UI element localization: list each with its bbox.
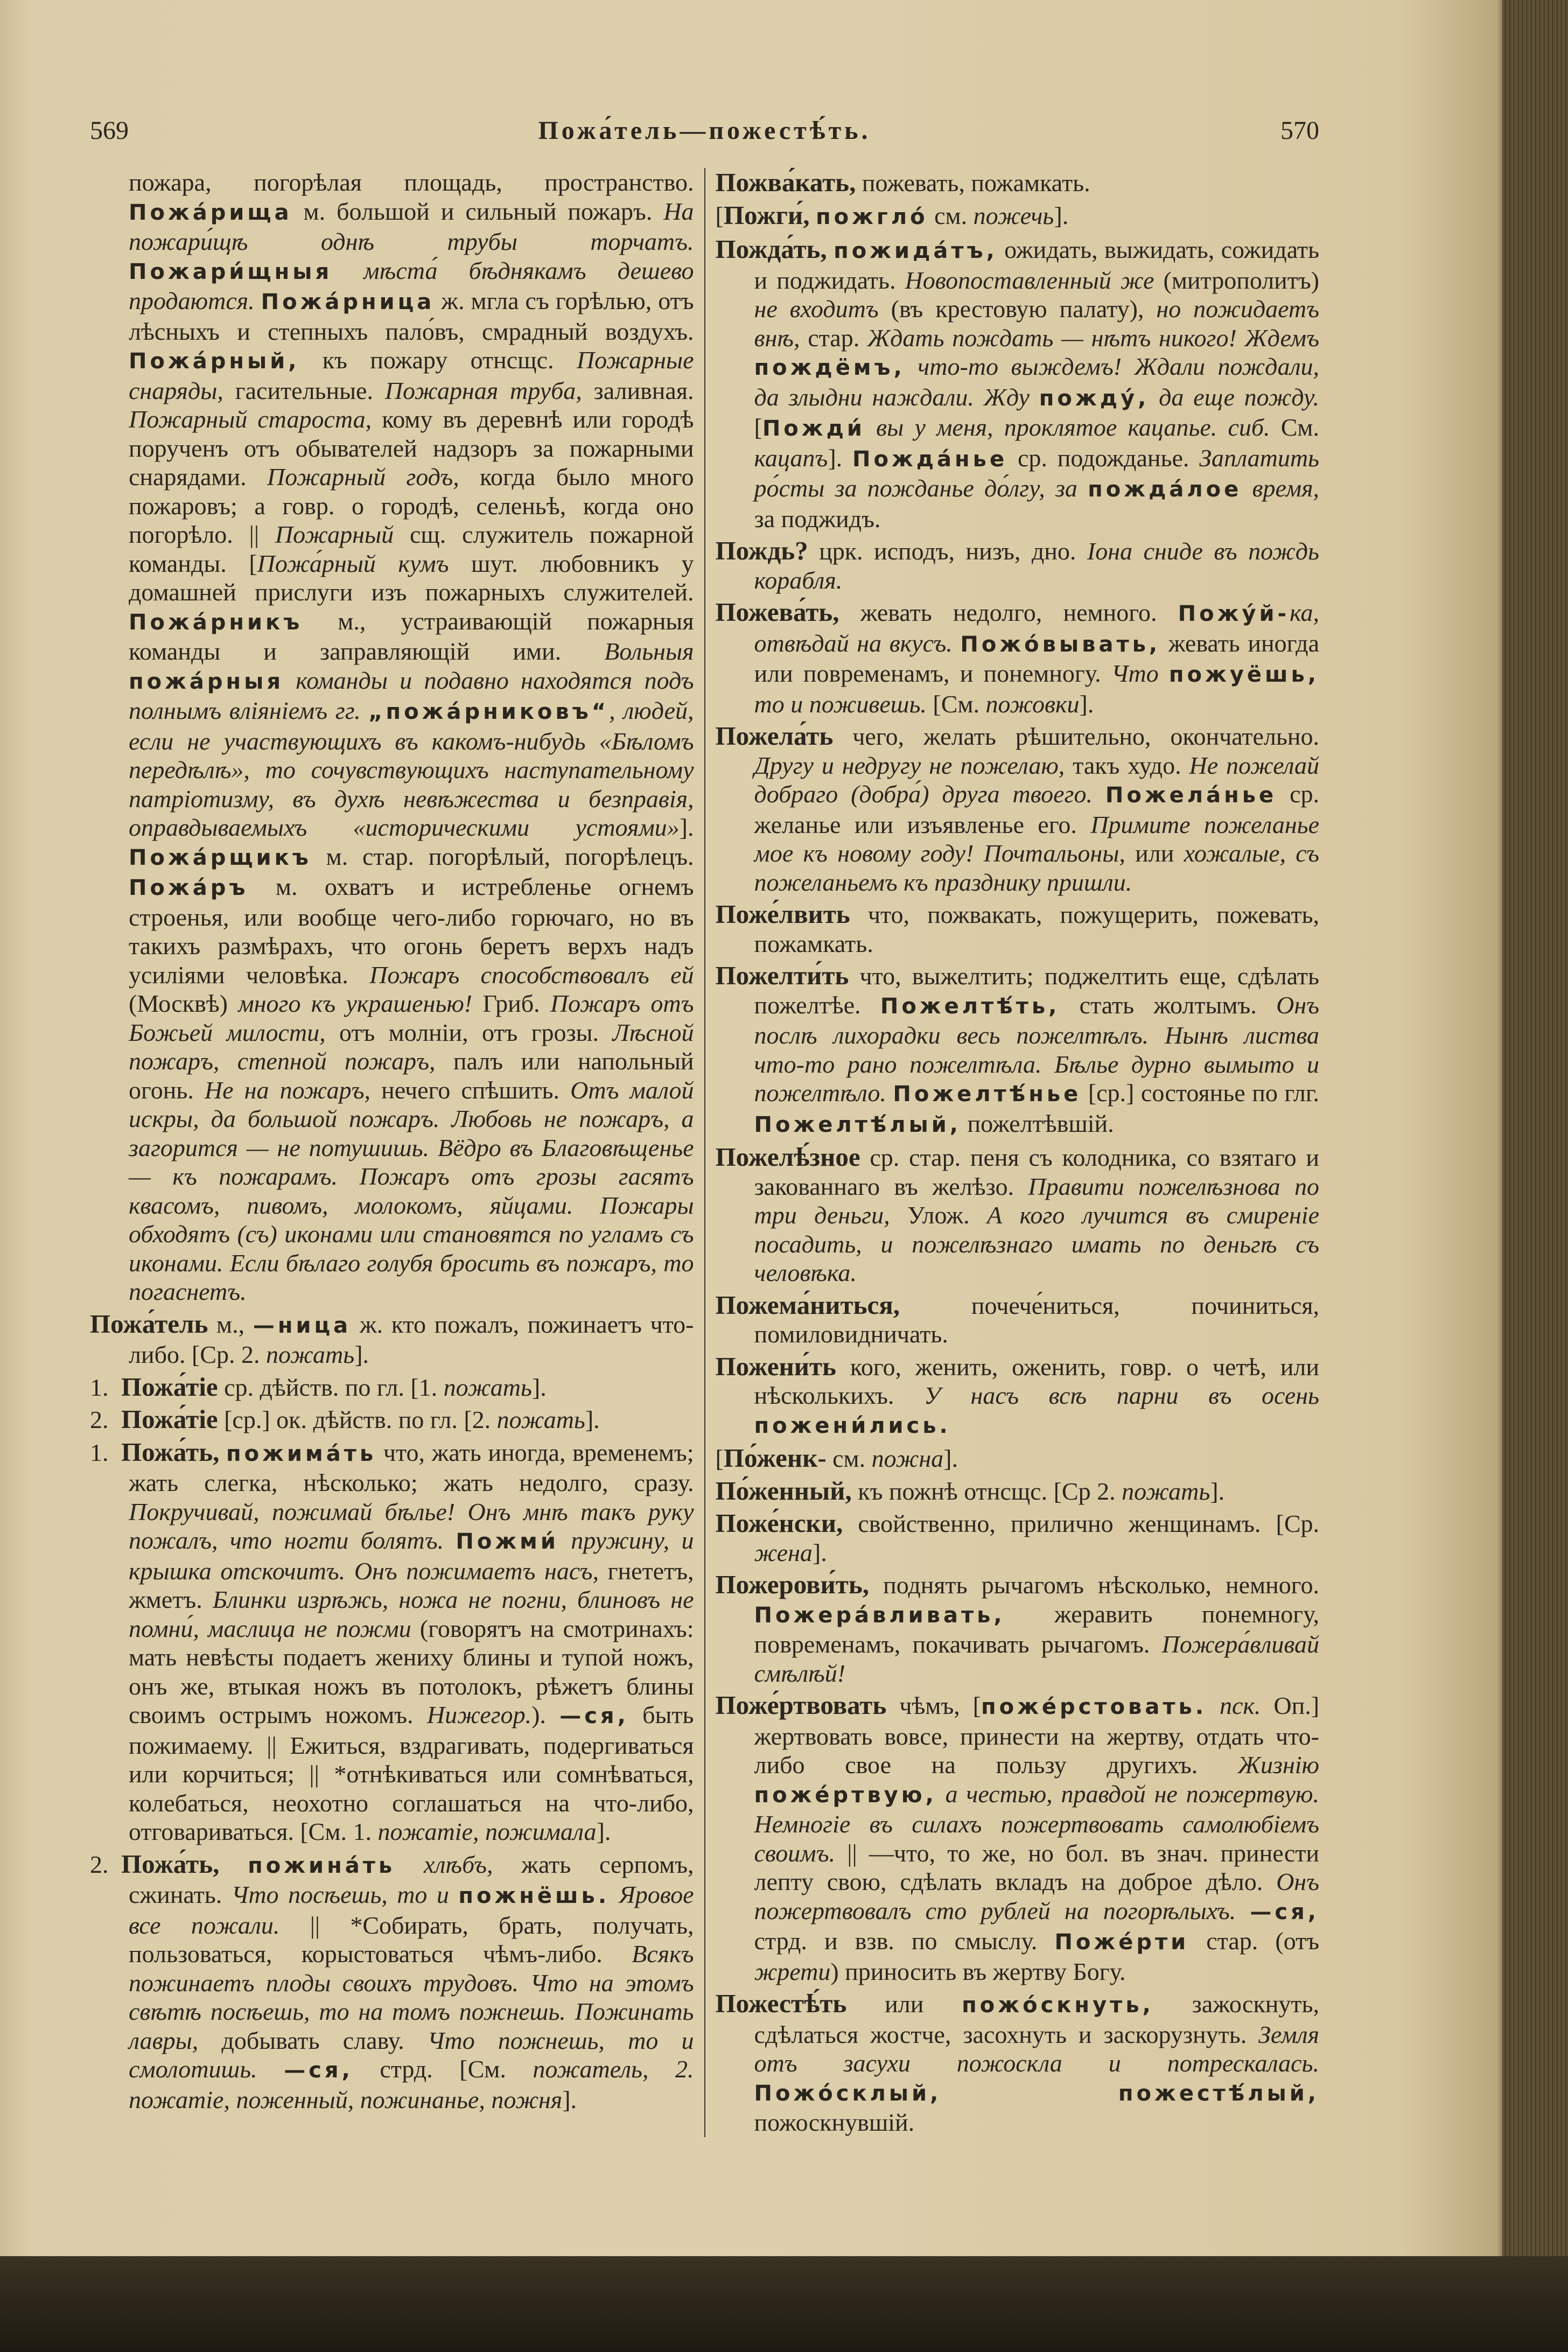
definition-text: црк. исподъ, низъ, дно. xyxy=(808,537,1087,565)
spaced-bold-term: —ся, xyxy=(1250,1899,1319,1924)
italic-example: Яровое все пожали. xyxy=(129,1881,694,1939)
italic-example: Пожарный xyxy=(275,521,394,548)
definition-text: ]. xyxy=(943,1445,958,1472)
headword: Пожги́, xyxy=(723,200,810,230)
spaced-bold-term: Пожу́й- xyxy=(1178,601,1290,626)
headword: Пожени́ть xyxy=(715,1351,836,1381)
definition-text: къ пожару отнсщс. xyxy=(299,346,577,374)
headword: Пожа́тіе xyxy=(121,1404,218,1434)
italic-example: Пожарная труба, xyxy=(384,376,582,404)
headword: Пожа́ть, xyxy=(121,1437,220,1467)
definition-text: отъ молніи, отъ грозы. xyxy=(325,1018,613,1046)
definition-text: нечего спѣшить. xyxy=(370,1076,571,1104)
italic-example: Блинки изрѣжь, ножа не погни, блиновъ не помни́, маслица не пожми xyxy=(129,1586,694,1642)
dictionary-entry xyxy=(716,1476,1320,1506)
entry-number: 2. xyxy=(90,1406,109,1433)
dictionary-entry xyxy=(716,1570,1320,1688)
spaced-bold-term: Пожа́рщикъ xyxy=(129,845,312,870)
headword: Пожда́ть, xyxy=(715,234,827,264)
dictionary-entry xyxy=(716,1989,1320,2137)
definition-text: ]. xyxy=(1079,690,1094,718)
definition-text: стар. xyxy=(800,324,867,352)
definition-text: почече́ниться, починиться, помиловидничать. xyxy=(754,1291,1319,1348)
definition-text xyxy=(886,1079,893,1107)
definition-text: ж. кто пожалъ, пожинаетъ что-либо. [Ср. 2. xyxy=(129,1310,694,1368)
italic-example: мѣста́ бѣднякамъ дешево продаются. xyxy=(129,256,694,314)
dictionary-entry xyxy=(716,961,1320,1139)
headword: Поже́ртвовать xyxy=(715,1690,887,1720)
definition-text: шут. любовникъ у домашней прислуги изъ пожарныхъ служителей. xyxy=(129,549,694,606)
definition-text: или xyxy=(846,1990,962,2018)
italic-example: Пожарный годъ, xyxy=(267,463,459,491)
italic-example: много къ украшенью! xyxy=(238,990,473,1017)
definition-text xyxy=(827,236,834,263)
italic-example: пожать xyxy=(496,1406,585,1433)
definition-text: такъ худо. xyxy=(1065,751,1189,779)
spaced-bold-term: Пожа́рница xyxy=(261,290,435,314)
headword: Пожева́ть, xyxy=(715,597,839,627)
italic-example: Всякъ пожинаетъ плоды своихъ трудовъ. Что на этомъ свѣтѣ посѣешь, то на томъ пожнешь. Пожинать лавры, xyxy=(129,1940,694,2054)
italic-example: пожать xyxy=(265,1341,355,1368)
dictionary-entry xyxy=(716,1691,1320,1986)
definition-text: ср. дѣйств. по гл. [1. xyxy=(218,1373,444,1401)
definition-text: Гриб. xyxy=(472,990,550,1017)
spaced-bold-term: Пожда́нье xyxy=(852,446,1008,472)
definition-text: ]. xyxy=(828,444,852,472)
definition-text: добывать славу. xyxy=(198,2026,428,2054)
definition-text: къ пожнѣ отнсщс. [Ср 2. xyxy=(851,1477,1122,1505)
dictionary-entry xyxy=(716,1291,1320,1349)
italic-example: команды и подавно находятся подъ полнымъ вліяніемъ гг. xyxy=(129,666,694,724)
spaced-bold-term: Пожо́склый, пожестѣ́лый, xyxy=(754,2081,1319,2106)
spaced-bold-term: Пожелтѣ́ть, xyxy=(880,993,1060,1019)
dictionary-entry xyxy=(716,722,1320,897)
dictionary-entry xyxy=(90,1373,694,1402)
italic-example: Лѣсной пожаръ, степной пожаръ, xyxy=(129,1018,694,1075)
italic-example: то и поживешь. xyxy=(754,690,927,718)
definition-text: ]. xyxy=(562,2085,577,2113)
definition-text: Оп.] жертвовать вовсе, принести на жертву, отдать что-либо свое на пользу другихъ. xyxy=(754,1692,1320,1779)
headword: Пожа́ть, xyxy=(121,1849,220,1879)
definition-text: ]. xyxy=(812,1538,827,1566)
definition-text: стрд. и взв. по смыслу. xyxy=(754,1927,1055,1955)
entry-number: 2. xyxy=(90,1850,109,1878)
italic-example: Пожаръ способствовалъ ей xyxy=(369,961,694,989)
definition-text: жевать иногда или повременамъ, и понемногу. xyxy=(754,629,1319,687)
headword: По́женк- xyxy=(723,1443,827,1473)
entry-number: 1. xyxy=(90,1373,109,1401)
spaced-bold-term: Пожера́вливать, xyxy=(754,1602,1005,1628)
book-page-edges xyxy=(1502,0,1568,2352)
dictionary-entry xyxy=(716,201,1320,232)
definition-text: зажоскнуть, сдѣлаться жостче, засохнуть и заскорузнуть. xyxy=(754,1990,1319,2048)
definition-text: || *Собирать, брать, получать, пользоваться, корыстоваться чѣмъ-либо. xyxy=(129,1911,694,1968)
spaced-bold-term: Пожа́рища xyxy=(129,200,292,225)
dictionary-entry xyxy=(716,235,1320,533)
definition-text: ]. xyxy=(1054,201,1069,229)
definition-text: ) приносить въ жертву Богу. xyxy=(830,1957,1126,1985)
definition-text: что, выжелтить; поджелтить еще, сдѣлать пожелтѣе. xyxy=(754,962,1319,1019)
headword: Пожа́тель xyxy=(90,1308,208,1339)
dictionary-entry xyxy=(716,1352,1320,1441)
italic-example: пожна xyxy=(871,1445,944,1472)
dictionary-entry xyxy=(716,1444,1320,1473)
definition-text xyxy=(1207,1692,1220,1719)
definition-text: быть пожимаему. || Ежиться, вздрагивать, подергиваться или корчиться; || *отнѣкиваться или сомнѣваться, колебаться, неохотно соглашаться на что-либо, отговариваться. [См. 1. xyxy=(129,1701,694,1845)
definition-text: Улож. xyxy=(890,1201,988,1229)
italic-example: пожовки xyxy=(985,690,1080,718)
italic-example: Новопоставленный же xyxy=(905,266,1154,294)
definition-text: (въ крестовую палату), xyxy=(878,295,1157,323)
spaced-bold-term: Пожела́нье xyxy=(1105,783,1277,808)
spaced-bold-term: —ся, xyxy=(559,1704,629,1728)
italic-example: жрети xyxy=(754,1957,831,1985)
definition-text xyxy=(219,1851,248,1878)
definition-text: стар. (отъ xyxy=(1189,1927,1319,1955)
definition-text: (Москвѣ) xyxy=(129,990,239,1017)
definition-text: м. стар. погорѣлый, погорѣлецъ. xyxy=(311,842,694,870)
definition-text xyxy=(219,1439,226,1466)
definition-text: пожелтѣвшій. xyxy=(961,1109,1114,1137)
dictionary-entry xyxy=(716,1143,1320,1287)
italic-example: хлѣбъ, xyxy=(423,1850,493,1878)
definition-text: жеравить понемногу, повременамъ, покачивать рычагомъ. xyxy=(754,1600,1319,1658)
definition-text: ср. желанье или изъявленье его. xyxy=(754,780,1319,838)
italic-example: Другу и недругу не пожелаю, xyxy=(754,751,1065,779)
definition-text: поднять рычагомъ нѣсколько, немного. xyxy=(869,1571,1319,1599)
italic-example: Что xyxy=(1111,660,1169,687)
spaced-bold-term: —ница xyxy=(253,1313,352,1338)
spaced-bold-term: пожима́ть xyxy=(226,1441,377,1466)
italic-example: , людей, если не участвующихъ въ какомъ-нибудь «Бѣломъ передѣлѣ», то сочувствующихъ наступательному патріотизму, въ духѣ невѣжества и безправія, оправдываемыхъ «историческими устоями» xyxy=(129,697,694,841)
spaced-bold-term: Пожа́рникъ xyxy=(129,610,303,635)
spaced-bold-term: Поже́рти xyxy=(1054,1930,1189,1955)
definition-text: м., устраивающій пожарныя команды и заправляющій ими. xyxy=(129,607,694,665)
definition-text: стрд. [См. xyxy=(353,2055,533,2083)
definition-text xyxy=(257,2055,284,2083)
definition-text: [См. xyxy=(926,690,986,718)
italic-example: а честью, правдой не пожертвую. Немногіе въ силахъ пожертвовать самолюбіемъ своимъ. xyxy=(754,1780,1319,1867)
definition-text: заливная. xyxy=(582,376,694,404)
italic-example: Что пожнешь, то и смолотишь. xyxy=(129,2026,694,2083)
spaced-bold-term: Пожо́вывать, xyxy=(960,632,1161,657)
italic-example: Пожарные снаряды, xyxy=(129,346,694,404)
entry-number: 1. xyxy=(90,1438,109,1466)
spaced-bold-term: поже́ртвую, xyxy=(754,1782,937,1808)
italic-example: Что посѣешь, то и xyxy=(231,1881,459,1908)
definition-text: м., xyxy=(208,1310,253,1338)
spaced-bold-term: „пожа́рниковъ“ xyxy=(368,699,610,724)
dictionary-entry xyxy=(716,900,1320,958)
italic-example: Пожера́вливай смѣлѣй! xyxy=(754,1630,1319,1687)
italic-example: но пожидаетъ внѣ, xyxy=(754,295,1320,352)
definition-text xyxy=(395,1851,424,1878)
definition-text: [ xyxy=(715,1445,724,1472)
italic-example: Онъ послѣ лихорадки весь пожелтѣлъ. Нынѣ листва что-то рано пожелтѣла. Бѣлье дурно вымыто и пожелтѣло. xyxy=(754,991,1320,1107)
spaced-bold-term: пожду́, xyxy=(1039,386,1150,411)
definition-text: что, жать иногда, временемъ; жать слегка, нѣсколько; жать недолго, сразу. xyxy=(129,1438,694,1496)
spaced-bold-term: пожина́ть xyxy=(248,1853,396,1878)
italic-example: кацапъ xyxy=(754,444,828,472)
italic-example: Отъ малой искры, да большой пожаръ. Любовь не пожаръ, а загорится — не потушишь. Вёдро въ Благовѣщенье — къ пожарамъ. Пожаръ отъ грозы гасятъ квасомъ, пивомъ, молокомъ, яйцами. Пожары обходятъ (съ) иконами или становятся по угламъ съ иконами. Если бѣлаго голубя бросить въ пожаръ, то погаснетъ. xyxy=(129,1076,694,1305)
definition-text: || —что, то же, но бол. въ знач. принести лепту свою, сдѣлать вкладъ на доброе дѣло. xyxy=(754,1839,1319,1895)
italic-example: Жизнію xyxy=(1237,1751,1319,1779)
definition-text: ). xyxy=(531,1701,560,1728)
italic-example: Нижегор. xyxy=(426,1701,532,1728)
definition-text: гнететъ, жметъ. xyxy=(129,1557,694,1613)
headword: Пожелѣ́зное xyxy=(715,1142,860,1172)
definition-text: ]. xyxy=(585,1406,600,1433)
definition-text: (говорятъ на смотринахъ: мать невѣсты подаетъ жениху блины и тупой ножъ, онъ же, втыкая ножъ въ потолокъ, рѣжетъ блины своимъ острымъ ножомъ. xyxy=(129,1614,694,1728)
spaced-bold-term: пожида́тъ, xyxy=(834,239,998,263)
dictionary-entry xyxy=(90,1850,694,2115)
dictionary-entry xyxy=(716,1509,1320,1567)
definition-text xyxy=(1093,780,1105,808)
spaced-bold-term: Пожелтѣ́нье xyxy=(893,1082,1082,1107)
italic-example: Пожарный староста, xyxy=(129,405,372,433)
definition-text: сщ. служитель пожарной команды. [ xyxy=(129,521,694,577)
definition-text xyxy=(1236,1897,1250,1924)
definition-text: стать жолтымъ. xyxy=(1060,991,1277,1019)
definition-text: [ xyxy=(715,201,724,229)
dictionary-entry xyxy=(716,168,1320,198)
definition-text: или xyxy=(1125,839,1184,867)
italic-example: пск. xyxy=(1219,1692,1261,1719)
definition-text: см. xyxy=(826,1445,872,1472)
definition-text: ]. xyxy=(354,1341,369,1368)
spaced-bold-term: —ся, xyxy=(284,2058,353,2083)
spaced-bold-term: пожо́скнуть, xyxy=(962,1993,1154,2018)
dictionary-entry xyxy=(90,1438,694,1846)
definition-text xyxy=(953,629,961,657)
headword: Пожерови́ть, xyxy=(715,1570,869,1599)
spaced-bold-term: Пожелтѣ́лый, xyxy=(754,1112,961,1137)
definition-text: м. охватъ и истребленье огнемъ строенья, или вообще чего-либо горючаго, но въ такихъ размѣрахъ, что огонь беретъ верхъ надъ усиліями человѣка. xyxy=(129,873,694,989)
headword: Пожелти́ть xyxy=(715,961,849,990)
italic-example: На пожари́щѣ однѣ трубы торчатъ. xyxy=(129,197,694,255)
italic-example: Земля отъ засухи пожоскла и потрескалась. xyxy=(754,2020,1319,2077)
italic-example: время, xyxy=(1242,474,1319,502)
italic-example: Примите пожеланье мое къ новому году! Почтальоны, xyxy=(754,810,1320,867)
italic-example: Пожаръ отъ Божьей милости, xyxy=(129,990,694,1046)
spaced-bold-term: пожгло́ xyxy=(816,204,928,229)
italic-example: Не пожелай добраго (добра́) друга твоего. xyxy=(754,751,1319,808)
spaced-bold-term: Пожари́щныя xyxy=(129,259,333,284)
definition-text: ср. подожданье. xyxy=(1007,444,1200,472)
italic-example: У насъ всѣ парни въ осень xyxy=(923,1382,1319,1409)
spaced-bold-term: пождёмъ, xyxy=(754,355,905,380)
dictionary-columns xyxy=(90,168,1319,2137)
italic-example: вы у меня, проклятое кацапье. сиб. xyxy=(865,414,1270,441)
definition-text: жать серпомъ, сжинать. xyxy=(129,1850,694,1908)
definition-text: гасительные. xyxy=(223,376,385,404)
definition-text: что, пожвакать, пожущерить, пожевать, пожамкать. xyxy=(754,901,1319,957)
definition-text: за поджидъ. xyxy=(754,505,881,533)
italic-example: Пожа́рный кумъ xyxy=(257,549,449,577)
italic-example: А кого лучится въ смиреніе посадить, и пожелѣзнаго имать по деньгѣ съ человѣка. xyxy=(754,1201,1319,1286)
spaced-bold-term: пожени́лись. xyxy=(754,1413,951,1438)
italic-example: Вольныя xyxy=(604,638,694,665)
italic-example: не входитъ xyxy=(754,295,879,323)
italic-example: Не на пожаръ, xyxy=(204,1076,370,1104)
definition-text: свойственно, прилично женщинамъ. [Ср. xyxy=(843,1510,1319,1537)
definition-text: см. xyxy=(928,201,974,229)
italic-example: Іона сниде въ пождь корабля. xyxy=(754,537,1319,594)
italic-example: пожечь xyxy=(973,201,1054,229)
headword: Пожела́ть xyxy=(715,721,834,751)
definition-text: ]. xyxy=(596,1818,611,1845)
scan-bottom-edge xyxy=(0,2256,1568,2352)
definition-text: ]. xyxy=(1210,1477,1225,1505)
running-title: Пожа́тель—пожестѣ́ть. xyxy=(538,116,871,145)
definition-text: ]. xyxy=(531,1373,547,1401)
headword: Пожва́кать, xyxy=(715,167,856,197)
italic-example: Правити пожелѣзнова по три деньги, xyxy=(754,1172,1319,1229)
page-number-right: 570 xyxy=(1280,116,1319,145)
headword: Пожа́тіе xyxy=(121,1371,218,1402)
dictionary-entry xyxy=(90,1405,694,1434)
headword: Поже́лвить xyxy=(715,899,850,929)
spaced-bold-term: пожуёшь, xyxy=(1168,662,1319,687)
dictionary-entry xyxy=(716,598,1320,718)
spaced-bold-term: пожда́лое xyxy=(1088,477,1242,502)
definition-text: кого, женить, оженить, говр. о четѣ, или нѣсколькихъ. xyxy=(754,1353,1319,1409)
italic-example: пожатель, 2. пожатіе, поженный, пожинанье, пожня xyxy=(129,2055,694,2113)
definition-text: пожевать, пожамкать. xyxy=(856,169,1090,197)
definition-text: ж. мгла съ горѣлью, отъ лѣсныхъ и степныхъ пало́въ, смрадный воздухъ. xyxy=(129,287,694,345)
italic-example: жена xyxy=(754,1538,813,1566)
running-header xyxy=(90,116,1319,153)
definition-text: [ср.] ок. дѣйств. по гл. [2. xyxy=(218,1406,497,1433)
definition-text: когда было много пожаровъ; а говр. о городѣ, селеньѣ, когда оно погорѣло. || xyxy=(129,463,694,548)
italic-example: Покручивай, пожимай бѣлье! Онъ мнѣ такъ руку пожалъ, что ногти болятъ. xyxy=(129,1497,694,1554)
definition-text: [ср.] состоянье по глг. xyxy=(1081,1079,1320,1107)
italic-example: пожать xyxy=(443,1373,532,1401)
dictionary-entry xyxy=(90,1310,694,1369)
definition-text: ]. xyxy=(679,814,694,841)
definition-text xyxy=(810,202,816,229)
definition-text: палъ или напольный огонь. xyxy=(129,1047,694,1104)
definition-text: пожара, погорѣлая площадь, пространство. xyxy=(129,169,694,196)
definition-text: жевать недолго, немного. xyxy=(839,599,1178,626)
italic-example: ка, отвѣдай на вкусъ. xyxy=(754,599,1319,657)
definition-text: чего, желать рѣшительно, окончательно. xyxy=(833,723,1319,750)
spaced-bold-term: поже́рстовать. xyxy=(981,1695,1207,1719)
italic-example: что-то выждемъ! Ждали пождали, да злыдни наждали. Жду xyxy=(754,353,1319,411)
italic-example: Ждать пождать — нѣтъ никого! Ждемъ xyxy=(867,324,1319,352)
spaced-bold-term: Пожа́ръ xyxy=(129,876,249,900)
italic-example: Онъ пожертвовалъ сто рублей на погорѣлыхъ. xyxy=(754,1868,1319,1924)
definition-text: м. большой и сильный пожаръ. xyxy=(292,197,664,225)
italic-example: Заплатить ро́сты за пожданье до́лгу, за xyxy=(754,444,1319,502)
spaced-bold-term: Пожа́рный, xyxy=(129,349,300,374)
italic-example: да еще пожду. xyxy=(1149,383,1319,411)
italic-example: хожалые, съ пожеланьемъ къ празднику пришли. xyxy=(754,839,1319,896)
definition-text: (митрополитъ) xyxy=(1154,266,1319,294)
definition-text: См. xyxy=(1270,414,1319,441)
spaced-bold-term: Пожми́ xyxy=(456,1529,559,1554)
definition-text: ср. стар. пеня съ колодника, со взятаго и закованнаго въ желѣзо. xyxy=(754,1144,1319,1200)
definition-text: чѣмъ, [ xyxy=(886,1692,981,1719)
definition-text: кому въ деревнѣ или городѣ порученъ отъ обывателей надзоръ за пожарными снарядами. xyxy=(129,405,694,491)
spaced-bold-term: пожа́рныя xyxy=(129,669,284,694)
definition-text: [ xyxy=(754,414,762,441)
italic-example: пожать xyxy=(1122,1477,1210,1505)
headword: Пождь? xyxy=(715,536,808,565)
dictionary-entry xyxy=(716,536,1320,594)
spaced-bold-term: пожнёшь. xyxy=(458,1884,610,1908)
italic-example: пружину, и крышка отскочитъ. Онъ пожимаетъ насъ, xyxy=(129,1527,694,1585)
headword: Пожестѣ́ть xyxy=(715,1989,847,2018)
headword: Поже́нски, xyxy=(715,1508,843,1538)
definition-text: ожидать, выжидать, сожидать и поджидать. xyxy=(754,236,1319,294)
italic-example: пожатіе, пожимала xyxy=(377,1818,597,1845)
dictionary-entry xyxy=(90,168,694,1306)
headword: Пожема́ниться, xyxy=(715,1290,900,1320)
page-number-left: 569 xyxy=(90,116,129,145)
definition-text: пожоскнувшій. xyxy=(754,2109,915,2136)
headword: По́женный, xyxy=(715,1475,852,1506)
spaced-bold-term: Пожди́ xyxy=(762,416,865,441)
